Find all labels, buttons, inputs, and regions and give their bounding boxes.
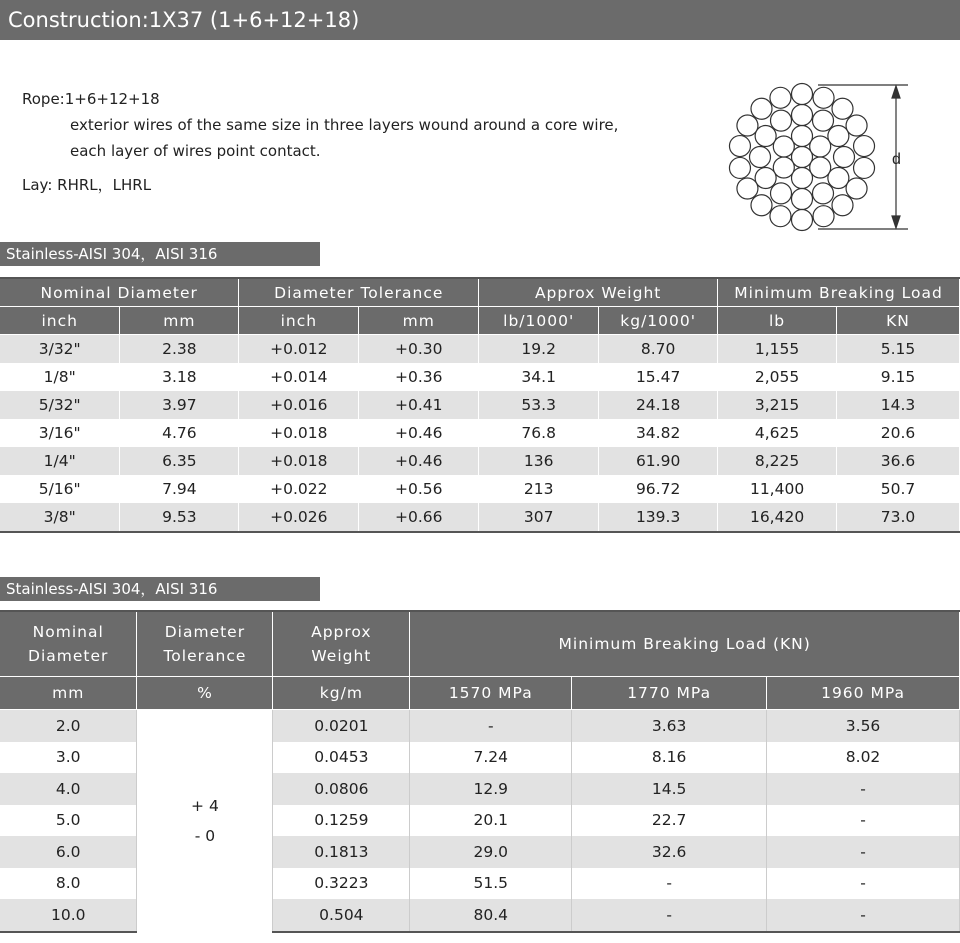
- table-row: [0, 475, 960, 503]
- table-cell: 16,420: [718, 503, 837, 532]
- table-cell: -: [572, 868, 767, 900]
- table-cell: +0.56: [359, 475, 479, 503]
- wire-circle: [737, 115, 758, 136]
- table-cell: 307: [479, 503, 599, 532]
- wire-circle: [792, 189, 813, 210]
- diameter-label: d: [892, 151, 901, 168]
- wire-circle: [755, 168, 776, 189]
- tolerance-cell: [137, 710, 273, 932]
- unit-kg-per-1000: kg/1000': [599, 307, 718, 335]
- wire-circle: [832, 98, 853, 119]
- arrow-up-icon: [892, 86, 900, 98]
- table-cell: 0.1813: [273, 836, 410, 868]
- wire-circle: [737, 178, 758, 199]
- table-row: [0, 419, 960, 447]
- table-cell: +0.46: [359, 419, 479, 447]
- table-cell: +0.022: [239, 475, 359, 503]
- table-cell: +0.36: [359, 363, 479, 391]
- tolerance-plus: + 4: [191, 796, 219, 815]
- grade-1960: 1960 MPa: [767, 677, 960, 710]
- table-cell: -: [767, 805, 960, 837]
- wire-circle: [813, 87, 834, 108]
- unit-percent: %: [137, 677, 273, 710]
- wire-circle: [846, 115, 867, 136]
- wire-circle: [773, 136, 794, 157]
- table-cell: 34.82: [599, 419, 718, 447]
- wire-circle: [729, 157, 750, 178]
- table-cell: 5/32": [0, 391, 120, 419]
- table-cell: 3.56: [767, 710, 960, 742]
- unit-inch: inch: [0, 307, 120, 335]
- table-cell: 3,215: [718, 391, 837, 419]
- head-approx-weight: Approx Weight: [273, 611, 410, 677]
- table-cell: 20.1: [410, 805, 572, 837]
- table-cell: 36.6: [837, 447, 960, 475]
- table-cell: 3/32": [0, 335, 120, 364]
- page-title: Construction:1X37 (1+6+12+18): [0, 0, 960, 40]
- table-cell: 19.2: [479, 335, 599, 364]
- table-cell: 213: [479, 475, 599, 503]
- wire-circle: [828, 168, 849, 189]
- rope-description: [22, 86, 618, 198]
- head-nominal-diameter: Nominal Diameter: [0, 611, 137, 677]
- unit-lb: lb: [718, 307, 837, 335]
- table-cell: 32.6: [572, 836, 767, 868]
- table-row: [0, 710, 960, 742]
- table-cell: 29.0: [410, 836, 572, 868]
- wire-circle: [771, 183, 792, 204]
- table-cell: 9.15: [837, 363, 960, 391]
- wire-circle: [813, 183, 834, 204]
- table-cell: 24.18: [599, 391, 718, 419]
- wire-circle: [810, 136, 831, 157]
- wire-circle: [773, 157, 794, 178]
- table-cell: 11,400: [718, 475, 837, 503]
- unit-lb-per-1000: lb/1000': [479, 307, 599, 335]
- table-row: [0, 363, 960, 391]
- wire-circle: [729, 136, 750, 157]
- table-cell: +0.014: [239, 363, 359, 391]
- wire-circle: [770, 87, 791, 108]
- group-approx-weight: Approx Weight: [479, 278, 718, 307]
- table-cell: 7.94: [120, 475, 239, 503]
- table-cell: 4,625: [718, 419, 837, 447]
- table-cell: 3/16": [0, 419, 120, 447]
- group-diameter-tolerance: Diameter Tolerance: [239, 278, 479, 307]
- table-cell: 0.0806: [273, 773, 410, 805]
- table-cell: 0.3223: [273, 868, 410, 900]
- unit-mm: mm: [0, 677, 137, 710]
- wire-circle: [751, 195, 772, 216]
- head-minimum-breaking-load: Minimum Breaking Load (KN): [410, 611, 960, 677]
- table-row: [0, 447, 960, 475]
- table-cell: 8.02: [767, 742, 960, 774]
- table-cell: 0.1259: [273, 805, 410, 837]
- wire-circle: [792, 105, 813, 126]
- wire-circle: [854, 157, 875, 178]
- wire-circle: [750, 147, 771, 168]
- table-cell: 6.35: [120, 447, 239, 475]
- table-cell: 3.18: [120, 363, 239, 391]
- table-cell: 8.0: [0, 868, 137, 900]
- table-cell: 61.90: [599, 447, 718, 475]
- table-cell: 6.0: [0, 836, 137, 868]
- table-cell: 4.76: [120, 419, 239, 447]
- wire-circle: [854, 136, 875, 157]
- wire-circle: [810, 157, 831, 178]
- table-cell: 8.70: [599, 335, 718, 364]
- table-cell: 20.6: [837, 419, 960, 447]
- table-cell: 14.5: [572, 773, 767, 805]
- table-cell: -: [572, 899, 767, 932]
- table-cell: 8.16: [572, 742, 767, 774]
- table-cell: 12.9: [410, 773, 572, 805]
- table-cell: 5.15: [837, 335, 960, 364]
- table-cell: +0.012: [239, 335, 359, 364]
- table-cell: -: [767, 773, 960, 805]
- table-cell: 14.3: [837, 391, 960, 419]
- table-cell: 15.47: [599, 363, 718, 391]
- metric-spec-table: [0, 610, 960, 933]
- table-cell: 0.504: [273, 899, 410, 932]
- unit-mm: mm: [120, 307, 239, 335]
- table-cell: 7.24: [410, 742, 572, 774]
- rope-lay: Lay: RHRL，LHRL: [22, 176, 152, 194]
- grade-1570: 1570 MPa: [410, 677, 572, 710]
- wire-circle: [813, 206, 834, 227]
- wire-circle: [792, 210, 813, 231]
- table-cell: -: [767, 836, 960, 868]
- wire-circle: [792, 147, 813, 168]
- inch-spec-table: [0, 277, 960, 533]
- table-cell: 1/4": [0, 447, 120, 475]
- wire-circle: [755, 126, 776, 147]
- table-cell: +0.66: [359, 503, 479, 532]
- table-cell: 3.63: [572, 710, 767, 742]
- table-cell: 50.7: [837, 475, 960, 503]
- table-cell: +0.46: [359, 447, 479, 475]
- table-cell: +0.016: [239, 391, 359, 419]
- table-cell: 10.0: [0, 899, 137, 932]
- wire-circle: [792, 84, 813, 105]
- table-row: [0, 503, 960, 532]
- unit-inch: inch: [239, 307, 359, 335]
- table-cell: 76.8: [479, 419, 599, 447]
- table-cell: +0.018: [239, 447, 359, 475]
- wire-circles: [729, 84, 874, 231]
- table-cell: -: [410, 710, 572, 742]
- table-cell: 3.97: [120, 391, 239, 419]
- table-cell: 0.0201: [273, 710, 410, 742]
- table-row: [0, 391, 960, 419]
- group-minimum-breaking-load: Minimum Breaking Load: [718, 278, 960, 307]
- table-cell: 96.72: [599, 475, 718, 503]
- head-diameter-tolerance: Diameter Tolerance: [137, 611, 273, 677]
- table-cell: 2.38: [120, 335, 239, 364]
- table-cell: 2,055: [718, 363, 837, 391]
- wire-circle: [834, 147, 855, 168]
- table-cell: 1,155: [718, 335, 837, 364]
- section-2-bar: Stainless-AISI 304，AISI 316: [0, 577, 320, 601]
- wire-circle: [771, 110, 792, 131]
- table-cell: +0.41: [359, 391, 479, 419]
- table-cell: 9.53: [120, 503, 239, 532]
- table-cell: 3.0: [0, 742, 137, 774]
- unit-kn: KN: [837, 307, 960, 335]
- wire-circle: [813, 110, 834, 131]
- wire-circle: [770, 206, 791, 227]
- rope-construction: Rope:1+6+12+18: [22, 90, 160, 108]
- wire-circle: [828, 126, 849, 147]
- table-cell: 8,225: [718, 447, 837, 475]
- table-cell: +0.30: [359, 335, 479, 364]
- rope-desc-line-2: each layer of wires point contact.: [70, 142, 321, 160]
- wire-circle: [792, 126, 813, 147]
- table-cell: 1/8": [0, 363, 120, 391]
- rope-desc-line-1: exterior wires of the same size in three layers wound around a core wire,: [70, 116, 619, 134]
- table-cell: 80.4: [410, 899, 572, 932]
- grade-1770: 1770 MPa: [572, 677, 767, 710]
- section-1-bar: Stainless-AISI 304，AISI 316: [0, 242, 320, 266]
- table-cell: 22.7: [572, 805, 767, 837]
- arrow-down-icon: [892, 216, 900, 228]
- table-cell: 2.0: [0, 710, 137, 742]
- table-cell: 0.0453: [273, 742, 410, 774]
- table-cell: 51.5: [410, 868, 572, 900]
- table-cell: 73.0: [837, 503, 960, 532]
- table-cell: +0.018: [239, 419, 359, 447]
- wire-circle: [792, 168, 813, 189]
- table-cell: 136: [479, 447, 599, 475]
- table-cell: +0.026: [239, 503, 359, 532]
- table-cell: -: [767, 868, 960, 900]
- unit-mm: mm: [359, 307, 479, 335]
- unit-kg-per-m: kg/m: [273, 677, 410, 710]
- table-cell: 3/8": [0, 503, 120, 532]
- table-cell: 5/16": [0, 475, 120, 503]
- wire-circle: [751, 98, 772, 119]
- wire-circle: [846, 178, 867, 199]
- wire-circle: [832, 195, 853, 216]
- table-cell: 53.3: [479, 391, 599, 419]
- table-cell: 34.1: [479, 363, 599, 391]
- table-cell: 4.0: [0, 773, 137, 805]
- table-cell: 139.3: [599, 503, 718, 532]
- group-nominal-diameter: Nominal Diameter: [0, 278, 239, 307]
- table-cell: -: [767, 899, 960, 932]
- tolerance-minus: - 0: [194, 826, 216, 845]
- table-cell: 5.0: [0, 805, 137, 837]
- rope-cross-section-diagram: [720, 76, 920, 246]
- table-row: [0, 335, 960, 364]
